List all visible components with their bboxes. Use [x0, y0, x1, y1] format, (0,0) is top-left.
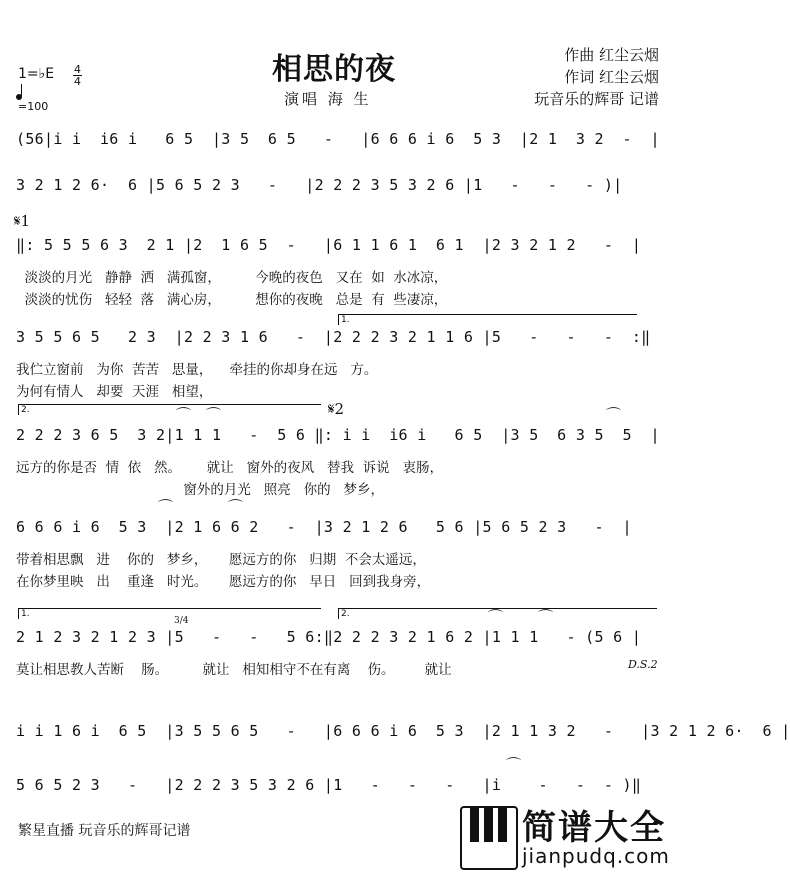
- singer-credit: 演唱 海 生: [284, 90, 372, 108]
- fermata-icon: ⌒: [606, 406, 622, 424]
- lyric-line-1: 带着相思飘 进 你的 梦乡， 愿远方的你 归期 不会太遥远，: [16, 552, 426, 568]
- tempo-marking: =100: [18, 100, 49, 113]
- notation-line: 3 5 5 6 5 2 3 |2 2 3 1 6 - |2 2 2 3 2 1 1 6 |5 - - - :‖: [16, 328, 651, 346]
- volta-1: 1.: [338, 314, 637, 325]
- fermata-icon: ⌒: [158, 498, 174, 516]
- time-change-mark: 3/4: [174, 616, 189, 626]
- segno-1-mark: 𝄋1: [14, 212, 30, 230]
- lyric-line-1: 远方的你是否 情 依 然。 就让 窗外的夜风 替我 诉说 衷肠，: [16, 460, 443, 476]
- piano-black-key: [484, 808, 493, 842]
- fermata-icon: ⌒: [538, 608, 554, 626]
- lyric-line-1: 我伫立窗前 为你 苦苦 思量， 牵挂的你却身在远 方。: [16, 362, 378, 378]
- meter-bottom: 4: [74, 75, 81, 88]
- transcriber-credit: 玩音乐的辉哥 记谱: [534, 90, 659, 108]
- key-signature: 1=♭E: [18, 66, 55, 82]
- notation-line: 3 2 1 2 6· 6 |5 6 5 2 3 - |2 2 2 3 5 3 2 6 |1 - - - )|: [16, 176, 623, 194]
- logo-url: jianpudq.com: [522, 844, 670, 868]
- fermata-icon: ⌒: [206, 406, 222, 424]
- notation-line: ‖: 5 5 5 6 3 2 1 |2 1 6 5 - |6 1 1 6 1 6 1 |2 3 2 1 2 - |: [16, 236, 642, 254]
- fermata-icon: ⌒: [488, 608, 504, 626]
- lyric-line-1: 淡淡的月光 静静 洒 满孤窗， 今晚的夜色 又在 如 水冰凉，: [16, 270, 448, 286]
- notation-line: 6 6 6 i 6 5 3 |2 1 6 6 2 - |3 2 1 2 6 5 6 |5 6 5 2 3 - |: [16, 518, 632, 536]
- piano-black-key: [498, 808, 507, 842]
- meter-top: 4: [74, 63, 81, 76]
- notation-line: 2 1 2 3 2 1 2 3 |5 - - 5 6:‖2 2 2 3 2 1 6 2 |1 1 1 - (5 6 |: [16, 628, 642, 646]
- lyric-line-1: 莫让相思教人苦断 肠。 就让 相知相守不在有离 伤。 就让: [16, 662, 452, 678]
- piano-black-key: [470, 808, 479, 842]
- time-signature: [73, 64, 82, 87]
- lyric-line-2: 窗外的月光 照亮 你的 梦乡，: [16, 482, 384, 498]
- notation-line: 5 6 5 2 3 - |2 2 2 3 5 3 2 6 |1 - - - |i - - - )‖: [16, 776, 642, 794]
- notation-line: (56|i i i6 i 6 5 |3 5 6 5 - |6 6 6 i 6 5 3 |2 1 3 2 - |: [16, 130, 660, 148]
- credits-block: [534, 44, 659, 110]
- piano-keys-icon: [460, 806, 518, 870]
- composer-credit: 作曲 红尘云烟: [564, 46, 659, 64]
- lyricist-credit: 作词 红尘云烟: [564, 68, 659, 86]
- lyric-line-2: 淡淡的忧伤 轻轻 落 满心房， 想你的夜晚 总是 有 些凄凉，: [16, 292, 448, 308]
- fermata-icon: ⌒: [176, 406, 192, 424]
- volta-1-ending: 1.: [18, 608, 321, 619]
- lyric-line-2: 为何有情人 却要 天涯 相望，: [16, 384, 213, 400]
- song-title: 相思的夜: [272, 52, 396, 87]
- notation-line: i i 1 6 i 6 5 |3 5 5 6 5 - |6 6 6 i 6 5 3 |2 1 1 3 2 - |3 2 1 2 6· 6 |: [16, 722, 790, 740]
- site-logo: [460, 800, 670, 872]
- footer-credit: 繁星直播 玩音乐的辉哥记谱: [18, 823, 191, 839]
- notation-line: 2 2 2 3 6 5 3 2|1 1 1 - 5 6 ‖: i i i6 i 6 5 |3 5 6 3 5 5 |: [16, 426, 660, 444]
- volta-2-ending: 2.: [338, 608, 657, 619]
- fermata-icon: ⌒: [506, 756, 522, 774]
- volta-2: 2.: [18, 404, 321, 415]
- dal-segno-2-mark: D.S.2: [628, 658, 658, 671]
- lyric-line-2: 在你梦里映 出 重逢 时光。 愿远方的你 早日 回到我身旁，: [16, 574, 431, 590]
- fermata-icon: ⌒: [228, 498, 244, 516]
- logo-text: 简谱大全: [522, 808, 666, 848]
- segno-2-mark: 𝄋2: [328, 400, 344, 418]
